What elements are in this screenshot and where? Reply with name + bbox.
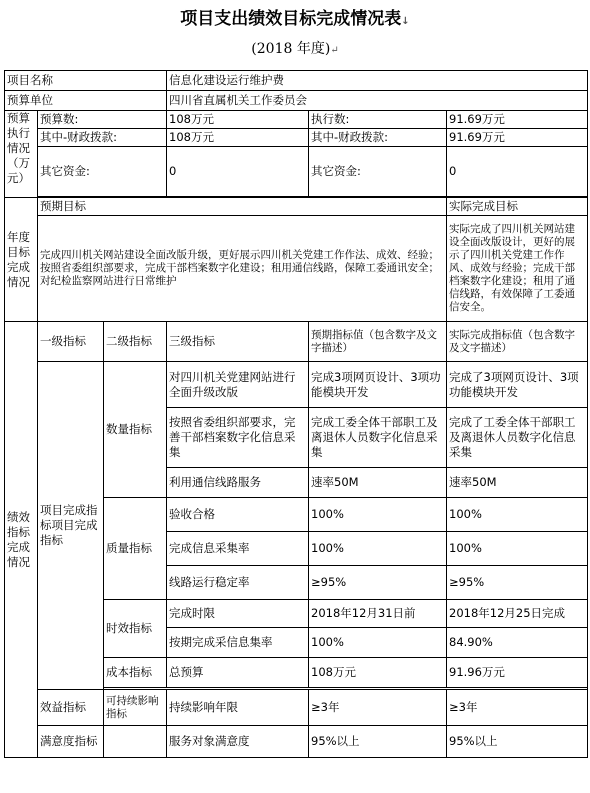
indicator-cell: 持续影响年限 xyxy=(167,690,309,726)
central-exec-value: 91.69万元 xyxy=(447,129,588,147)
project-name-label: 项目名称 xyxy=(5,71,167,91)
perf-label: 绩效指标完成情况 xyxy=(5,322,38,758)
table-row xyxy=(5,362,588,408)
satisfaction-label: 满意度指标 xyxy=(38,726,104,758)
expected-cell: ≥3年 xyxy=(309,690,447,726)
other-budget-label: 其它资金: xyxy=(38,147,167,197)
project-name-value: 信息化建设运行维护费 xyxy=(167,71,588,91)
table-row xyxy=(5,726,588,758)
timeliness-label: 时效指标 xyxy=(104,600,167,658)
expected-cell: 100% xyxy=(309,498,447,532)
actual-cell: 完成了3项网页设计、3项功能模块开发 xyxy=(447,362,588,408)
exec-amount-value: 91.69万元 xyxy=(447,111,588,129)
actual-cell: ≥3年 xyxy=(447,690,588,726)
table-row xyxy=(5,91,588,111)
expected-cell: 速率50M xyxy=(309,468,447,498)
project-output-label: 项目完成指标项目完成指标 xyxy=(38,362,104,690)
expected-cell: 100% xyxy=(309,532,447,566)
table-row xyxy=(5,129,588,147)
table-row xyxy=(5,198,588,216)
col-level1-header: 一级指标 xyxy=(38,322,104,362)
indicator-cell: 完成时限 xyxy=(167,600,309,628)
budget-amount-label: 预算数: xyxy=(38,111,167,129)
other-budget-value: 0 xyxy=(167,147,309,197)
actual-cell: 2018年12月25日完成 xyxy=(447,600,588,628)
expected-cell: 100% xyxy=(309,628,447,658)
actual-cell: 速率50M xyxy=(447,468,588,498)
table-row xyxy=(5,216,588,322)
central-budget-value: 108万元 xyxy=(167,129,309,147)
budget-amount-value: 108万元 xyxy=(167,111,309,129)
col-expected-header: 预期指标值（包含数字及文字描述） xyxy=(309,322,447,362)
actual-cell: 84.90% xyxy=(447,628,588,658)
sustain-label: 可持续影响指标 xyxy=(104,690,167,726)
indicator-cell: 按期完成采信息集率 xyxy=(167,628,309,658)
indicator-cell: 总预算 xyxy=(167,658,309,688)
budget-exec-label: 预算执行情况（万元） xyxy=(5,111,38,198)
central-budget-label: 其中-财政拨款: xyxy=(38,129,167,147)
table-row xyxy=(5,71,588,91)
indicator-cell: 对四川机关党建网站进行全面升级改版 xyxy=(167,362,309,408)
satisfaction-sub xyxy=(104,726,167,758)
table-row xyxy=(5,690,588,726)
cost-label: 成本指标 xyxy=(104,658,167,688)
benefit-label: 效益指标 xyxy=(38,690,104,726)
other-exec-value: 0 xyxy=(447,147,588,197)
indicator-cell: 服务对象满意度 xyxy=(167,726,309,758)
central-exec-label: 其中-财政拨款: xyxy=(309,129,447,147)
actual-cell: 100% xyxy=(447,532,588,566)
actual-goal-text: 实际完成了四川机关网站建设全面改版设计，更好的展示了四川机关党建工作作风、成效与经验；完成干部档案数字化建设；租用了通信线路，有效保障了工委通信安全。 xyxy=(447,216,588,322)
table-row xyxy=(5,147,588,197)
indicator-cell: 利用通信线路服务 xyxy=(167,468,309,498)
table-row xyxy=(5,111,588,129)
actual-goal-header: 实际完成目标 xyxy=(447,198,588,216)
annual-goal-label: 年度目标完成情况 xyxy=(5,198,38,322)
actual-cell: 91.96万元 xyxy=(447,658,588,688)
actual-cell: 100% xyxy=(447,498,588,532)
expected-cell: 完成工委全体干部职工及离退休人员数字化信息采集 xyxy=(309,408,447,468)
actual-cell: 95%以上 xyxy=(447,726,588,758)
col-actual-header: 实际完成指标值（包含数字及文字描述） xyxy=(447,322,588,362)
table-row xyxy=(5,322,588,362)
expected-cell: 95%以上 xyxy=(309,726,447,758)
budget-unit-label: 预算单位 xyxy=(5,91,167,111)
expected-goal-text: 完成四川机关网站建设全面改版升级，更好展示四川机关党建工作作法、成效、经验；按照省委组织部要求，完成干部档案数字化建设；租用通信线路，保障工委通讯安全；对纪检监察网站进行日常维护 xyxy=(38,216,447,322)
expected-cell: ≥95% xyxy=(309,566,447,600)
page-title: 项目支出绩效目标完成情况表↓ xyxy=(180,9,410,29)
performance-table xyxy=(4,70,588,758)
exec-amount-label: 执行数: xyxy=(309,111,447,129)
expected-cell: 108万元 xyxy=(309,658,447,688)
quantity-label: 数量指标 xyxy=(104,362,167,498)
col-level3-header: 三级指标 xyxy=(167,322,309,362)
indicator-cell: 按照省委组织部要求，完善干部档案数字化信息采集 xyxy=(167,408,309,468)
actual-cell: 完成了工委全体干部职工及离退休人员数字化信息采集 xyxy=(447,408,588,468)
budget-unit-value: 四川省直属机关工作委员会 xyxy=(167,91,588,111)
indicator-cell: 完成信息采集率 xyxy=(167,532,309,566)
quality-label: 质量指标 xyxy=(104,498,167,600)
actual-cell: ≥95% xyxy=(447,566,588,600)
col-level2-header: 二级指标 xyxy=(104,322,167,362)
indicator-cell: 验收合格 xyxy=(167,498,309,532)
other-exec-label: 其它资金: xyxy=(309,147,447,197)
page-subtitle: (2018 年度)↵ xyxy=(251,41,339,57)
indicator-cell: 线路运行稳定率 xyxy=(167,566,309,600)
expected-goal-header: 预期目标 xyxy=(38,198,447,216)
expected-cell: 完成3项网页设计、3项功能模块开发 xyxy=(309,362,447,408)
expected-cell: 2018年12月31日前 xyxy=(309,600,447,628)
